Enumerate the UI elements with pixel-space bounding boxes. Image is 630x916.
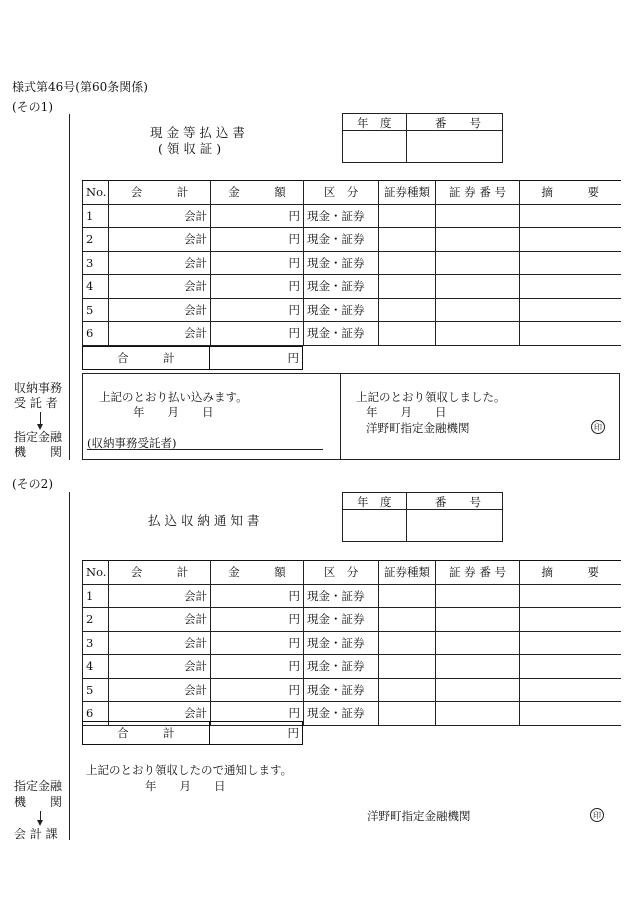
part2-notice-text: 上記のとおり領収したので通知します。 [86,763,293,777]
row-amount[interactable]: 円 [211,322,304,346]
row-category[interactable]: 現金・証券 [304,702,379,726]
row-security-type[interactable] [379,251,436,275]
part1-left-signer: (収納事務受託者) [87,436,177,450]
part1-right-text: 上記のとおり領収しました。 [356,390,506,404]
form-number: 様式第46号(第60条関係) [12,80,148,94]
part2-side-top-1: 指定金融 [14,779,63,793]
row-category[interactable]: 現金・証券 [304,275,379,299]
row-no: 2 [83,228,109,252]
row-remarks[interactable] [520,275,621,299]
row-category[interactable]: 現金・証券 [304,228,379,252]
part2-total-label: 合 計 [83,722,210,744]
row-account[interactable]: 会計 [109,702,211,726]
row-no: 2 [83,608,109,632]
col-account: 会 計 [109,561,211,585]
part2-title: 払 込 収 納 通 知 書 [148,513,260,528]
table-row [83,204,621,228]
row-security-type[interactable] [379,228,436,252]
table-row [83,251,621,275]
row-category[interactable]: 現金・証券 [304,608,379,632]
row-account[interactable]: 会計 [109,584,211,608]
part1-year-field[interactable] [345,132,403,160]
part2-total-amount[interactable]: 円 [287,726,299,740]
row-remarks[interactable] [520,584,621,608]
row-amount[interactable]: 円 [211,608,304,632]
part2-left-divider [69,492,70,840]
row-no: 3 [83,251,109,275]
row-security-number[interactable] [436,251,520,275]
row-security-type[interactable] [379,608,436,632]
table-row [83,275,621,299]
row-category[interactable]: 現金・証券 [304,631,379,655]
row-account[interactable]: 会計 [109,228,211,252]
col-amount: 金 額 [211,181,304,205]
row-amount[interactable]: 円 [211,251,304,275]
part1-side-bottom-1: 指定金融 [14,430,63,444]
row-amount[interactable]: 円 [211,228,304,252]
part1-side-bottom-2: 機 関 [14,445,63,459]
table-header-row [83,561,621,585]
part1-left-text: 上記のとおり払い込みます。 [99,390,248,404]
table-row [83,678,621,702]
row-remarks[interactable] [520,631,621,655]
part1-year-number-box [342,113,503,163]
col-category: 区 分 [304,561,379,585]
row-remarks[interactable] [520,702,621,726]
part1-side-top-2: 受 託 者 [14,396,58,410]
col-amount: 金 額 [211,561,304,585]
row-account[interactable]: 会計 [109,631,211,655]
part1-title: 現 金 等 払 込 書 [150,125,245,140]
row-security-number[interactable] [436,702,520,726]
row-remarks[interactable] [520,204,621,228]
part2-number-label: 番 号 [435,495,481,509]
row-remarks[interactable] [520,322,621,346]
table-row [83,608,621,632]
arrow-down-icon [37,820,43,826]
row-account[interactable]: 会計 [109,298,211,322]
table-header-row [83,181,621,205]
row-account[interactable]: 会計 [109,275,211,299]
row-security-type[interactable] [379,584,436,608]
col-account: 会 計 [109,181,211,205]
row-security-number[interactable] [436,204,520,228]
row-category[interactable]: 現金・証券 [304,322,379,346]
row-amount[interactable]: 円 [211,584,304,608]
part2-number-field[interactable] [409,511,501,539]
col-no: No. [83,561,109,585]
col-remarks: 摘 要 [520,181,621,205]
part2-total-box [82,721,303,745]
row-security-number[interactable] [436,655,520,679]
row-category[interactable]: 現金・証券 [304,655,379,679]
part1-side-top-1: 収納事務 [14,381,63,395]
row-amount[interactable]: 円 [211,204,304,228]
part1-right-signer: 洋野町指定金融機関 [366,421,470,435]
row-no: 6 [83,702,109,726]
row-security-number[interactable] [436,228,520,252]
row-category[interactable]: 現金・証券 [304,678,379,702]
part1-label: (その1) [12,100,53,114]
part2-year-label: 年 度 [357,495,392,509]
part2-side-bottom-1: 会 計 課 [14,827,58,841]
table-row [83,584,621,608]
row-category[interactable]: 現金・証券 [304,298,379,322]
part2-label: (その2) [12,477,53,491]
part1-table [82,180,621,346]
row-remarks[interactable] [520,298,621,322]
part1-left-date[interactable]: 年 月 日 [133,405,214,419]
row-amount[interactable]: 円 [211,655,304,679]
part1-total-box [82,346,303,370]
part2-year-field[interactable] [345,511,403,539]
table-row [83,228,621,252]
row-amount[interactable]: 円 [211,275,304,299]
table-row [83,631,621,655]
part2-table [82,560,621,726]
row-remarks[interactable] [520,228,621,252]
row-amount[interactable]: 円 [211,298,304,322]
row-security-type[interactable] [379,275,436,299]
seal-icon: 印 [590,808,604,822]
col-security-number: 証 券 番 号 [436,181,520,205]
part2-year-number-box [342,492,503,542]
part1-total-label: 合 計 [83,347,210,369]
col-security-type: 証券種類 [379,561,436,585]
part1-left-divider [69,114,70,460]
part2-notice-date[interactable]: 年 月 日 [145,779,226,793]
part1-right-date[interactable]: 年 月 日 [366,405,447,419]
row-account[interactable]: 会計 [109,655,211,679]
row-security-number[interactable] [436,678,520,702]
row-amount[interactable]: 円 [211,702,304,726]
col-security-number: 証 券 番 号 [436,561,520,585]
row-security-number[interactable] [436,608,520,632]
part1-subtitle: ( 領 収 証 ) [158,141,222,156]
row-no: 3 [83,631,109,655]
row-no: 4 [83,655,109,679]
row-security-type[interactable] [379,702,436,726]
row-no: 5 [83,298,109,322]
row-category[interactable]: 現金・証券 [304,584,379,608]
col-security-type: 証券種類 [379,181,436,205]
part2-signer: 洋野町指定金融機関 [367,809,471,823]
col-remarks: 摘 要 [520,561,621,585]
row-no: 6 [83,322,109,346]
row-security-number[interactable] [436,322,520,346]
row-security-type[interactable] [379,678,436,702]
part1-year-label: 年 度 [357,116,392,130]
col-category: 区 分 [304,181,379,205]
row-security-number[interactable] [436,584,520,608]
signature-line [87,449,323,450]
row-security-number[interactable] [436,631,520,655]
row-no: 5 [83,678,109,702]
row-no: 1 [83,584,109,608]
row-account[interactable]: 会計 [109,322,211,346]
row-account[interactable]: 会計 [109,678,211,702]
table-row [83,298,621,322]
part1-number-label: 番 号 [435,116,481,130]
row-remarks[interactable] [520,655,621,679]
row-no: 4 [83,275,109,299]
row-security-type[interactable] [379,631,436,655]
row-account[interactable]: 会計 [109,251,211,275]
row-account[interactable]: 会計 [109,608,211,632]
table-row [83,655,621,679]
seal-icon: 印 [591,420,605,434]
row-amount[interactable]: 円 [211,631,304,655]
row-no: 1 [83,204,109,228]
row-security-type[interactable] [379,322,436,346]
row-remarks[interactable] [520,608,621,632]
row-account[interactable]: 会計 [109,204,211,228]
row-category[interactable]: 現金・証券 [304,204,379,228]
row-security-number[interactable] [436,298,520,322]
part1-total-amount[interactable]: 円 [287,351,299,365]
col-no: No. [83,181,109,205]
row-security-type[interactable] [379,655,436,679]
table-row [83,322,621,346]
row-security-type[interactable] [379,204,436,228]
row-remarks[interactable] [520,678,621,702]
row-category[interactable]: 現金・証券 [304,251,379,275]
row-amount[interactable]: 円 [211,678,304,702]
part1-number-field[interactable] [409,132,501,160]
part1-receipt-box [82,373,620,460]
part2-side-top-2: 機 関 [14,795,63,809]
row-security-type[interactable] [379,298,436,322]
row-remarks[interactable] [520,251,621,275]
row-security-number[interactable] [436,275,520,299]
